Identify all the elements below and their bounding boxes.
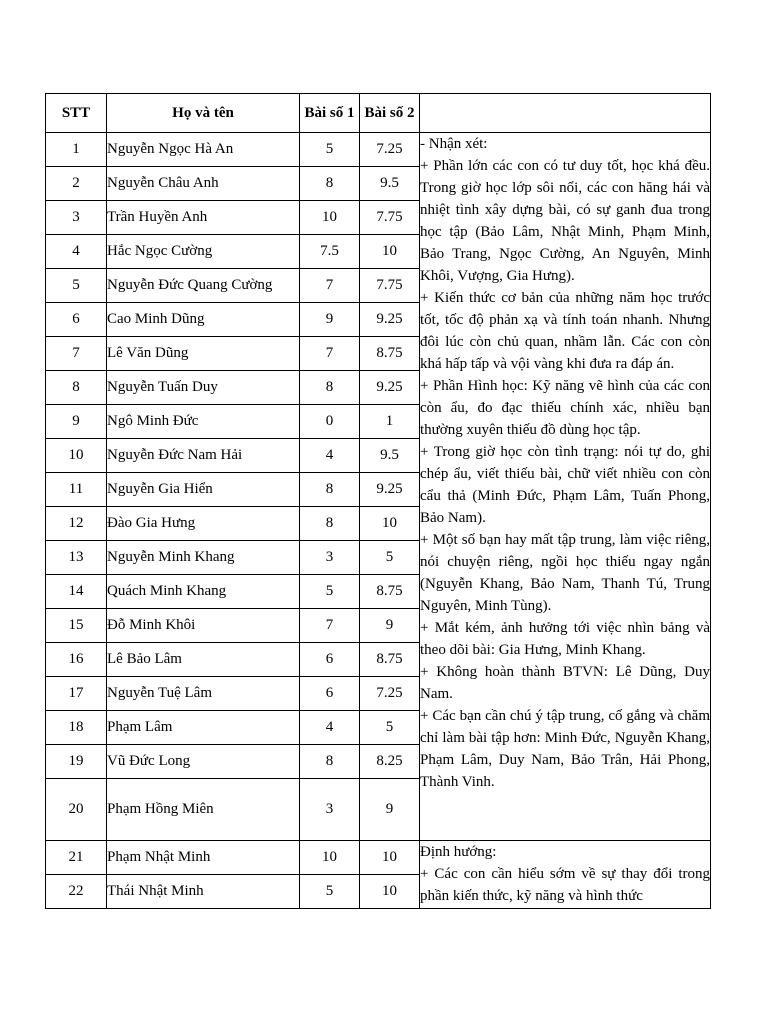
test1-score-cell: 5 [300, 875, 360, 909]
test2-score-cell: 8.75 [360, 575, 420, 609]
test2-score-cell: 5 [360, 711, 420, 745]
student-name-cell: Hắc Ngọc Cường [107, 235, 300, 269]
student-name-cell: Nguyễn Tuệ Lâm [107, 677, 300, 711]
stt-cell: 20 [46, 779, 107, 841]
note-paragraph: + Một số bạn hay mất tập trung, làm việc riêng, nói chuyện riêng, ngồi học thiếu ngay ngắn (Nguyễn Khang, Bảo Nam, Thanh Tú, Trung Nguyên, Minh Tùng). [420, 532, 710, 614]
test1-score-cell: 6 [300, 643, 360, 677]
note-paragraph: + Kiến thức cơ bản của những năm học trước tốt, tốc độ phản xạ và tính toán nhanh. Nhưng đôi lúc còn chủ quan, nhầm lẫn. Các con còn khá hấp tấp và vội vàng khi đưa ra đáp án. [420, 290, 710, 372]
test1-score-cell: 8 [300, 507, 360, 541]
test2-score-cell: 7.25 [360, 677, 420, 711]
stt-cell: 2 [46, 167, 107, 201]
stt-cell: 6 [46, 303, 107, 337]
header-name: Họ và tên [107, 94, 300, 133]
test2-score-cell: 5 [360, 541, 420, 575]
stt-cell: 9 [46, 405, 107, 439]
test2-score-cell: 7.75 [360, 269, 420, 303]
test2-score-cell: 10 [360, 841, 420, 875]
test2-score-cell: 10 [360, 235, 420, 269]
student-name-cell: Nguyễn Đức Nam Hải [107, 439, 300, 473]
note-paragraph: + Không hoàn thành BTVN: Lê Dũng, Duy Nam. [420, 664, 710, 702]
student-name-cell: Lê Bảo Lâm [107, 643, 300, 677]
stt-cell: 14 [46, 575, 107, 609]
student-name-cell: Phạm Nhật Minh [107, 841, 300, 875]
stt-cell: 17 [46, 677, 107, 711]
test2-score-cell: 7.25 [360, 133, 420, 167]
stt-cell: 1 [46, 133, 107, 167]
test1-score-cell: 7 [300, 269, 360, 303]
note-paragraph: + Mắt kém, ảnh hưởng tới việc nhìn bảng và theo dõi bài: Gia Hưng, Minh Khang. [420, 620, 710, 658]
note-paragraph: + Các bạn cần chú ý tập trung, cố gắng và chăm chỉ làm bài tập hơn: Minh Đức, Nguyễn Khang, Phạm Lâm, Duy Nam, Bảo Trân, Hải Phong, Thành Vinh. [420, 708, 710, 790]
stt-cell: 12 [46, 507, 107, 541]
notes-text [420, 133, 710, 793]
header-stt: STT [46, 94, 107, 133]
header-row [46, 94, 711, 133]
direction-cell [420, 841, 711, 909]
test2-score-cell: 9.5 [360, 439, 420, 473]
test1-score-cell: 10 [300, 201, 360, 235]
test2-score-cell: 9.25 [360, 371, 420, 405]
stt-cell: 10 [46, 439, 107, 473]
test1-score-cell: 9 [300, 303, 360, 337]
student-name-cell: Ngô Minh Đức [107, 405, 300, 439]
student-name-cell: Đào Gia Hưng [107, 507, 300, 541]
test1-score-cell: 3 [300, 779, 360, 841]
stt-cell: 8 [46, 371, 107, 405]
test1-score-cell: 3 [300, 541, 360, 575]
test2-score-cell: 9 [360, 609, 420, 643]
student-name-cell: Thái Nhật Minh [107, 875, 300, 909]
stt-cell: 5 [46, 269, 107, 303]
student-name-cell: Đỗ Minh Khôi [107, 609, 300, 643]
test2-score-cell: 9.25 [360, 303, 420, 337]
stt-cell: 4 [46, 235, 107, 269]
test1-score-cell: 4 [300, 711, 360, 745]
note-paragraph: + Trong giờ học còn tình trạng: nói tự do, ghi chép ẩu, viết thiếu bài, chữ viết nhiều con còn cẩu thả (Minh Đức, Phạm Lâm, Tuấn Phong, Bảo Nam). [420, 444, 710, 526]
test2-score-cell: 9.5 [360, 167, 420, 201]
table-row [46, 841, 711, 875]
test1-score-cell: 8 [300, 167, 360, 201]
student-name-cell: Nguyễn Minh Khang [107, 541, 300, 575]
stt-cell: 18 [46, 711, 107, 745]
stt-cell: 11 [46, 473, 107, 507]
stt-cell: 13 [46, 541, 107, 575]
stt-cell: 15 [46, 609, 107, 643]
test1-score-cell: 8 [300, 371, 360, 405]
test2-score-cell: 10 [360, 875, 420, 909]
stt-cell: 3 [46, 201, 107, 235]
student-name-cell: Phạm Hồng Miên [107, 779, 300, 841]
test1-score-cell: 6 [300, 677, 360, 711]
student-name-cell: Quách Minh Khang [107, 575, 300, 609]
stt-cell: 19 [46, 745, 107, 779]
direction-heading: Định hướng: [420, 844, 497, 860]
test1-score-cell: 7 [300, 337, 360, 371]
student-name-cell: Nguyễn Gia Hiển [107, 473, 300, 507]
student-name-cell: Cao Minh Dũng [107, 303, 300, 337]
header-notes [420, 94, 711, 133]
test1-score-cell: 5 [300, 133, 360, 167]
test1-score-cell: 7.5 [300, 235, 360, 269]
direction-paragraph: + Các con cần hiểu sớm về sự thay đổi trong phần kiến thức, kỹ năng và hình thức [420, 866, 710, 904]
test2-score-cell: 9.25 [360, 473, 420, 507]
student-name-cell: Phạm Lâm [107, 711, 300, 745]
stt-cell: 16 [46, 643, 107, 677]
test1-score-cell: 10 [300, 841, 360, 875]
grade-table [45, 93, 711, 909]
test1-score-cell: 7 [300, 609, 360, 643]
test2-score-cell: 8.75 [360, 643, 420, 677]
note-paragraph: + Phần Hình học: Kỹ năng vẽ hình của các con còn ẩu, đo đạc thiếu chính xác, nhiều bạn thường xuyên thiếu đồ dùng học tập. [420, 378, 710, 438]
test1-score-cell: 8 [300, 745, 360, 779]
student-name-cell: Nguyễn Châu Anh [107, 167, 300, 201]
table-row [46, 133, 711, 167]
test1-score-cell: 4 [300, 439, 360, 473]
test2-score-cell: 8.75 [360, 337, 420, 371]
test2-score-cell: 9 [360, 779, 420, 841]
header-test2: Bài số 2 [360, 94, 420, 133]
test1-score-cell: 8 [300, 473, 360, 507]
notes-heading: - Nhận xét: [420, 136, 488, 152]
test1-score-cell: 5 [300, 575, 360, 609]
test2-score-cell: 8.25 [360, 745, 420, 779]
stt-cell: 7 [46, 337, 107, 371]
direction-text [420, 841, 710, 907]
test2-score-cell: 7.75 [360, 201, 420, 235]
student-name-cell: Nguyễn Đức Quang Cường [107, 269, 300, 303]
stt-cell: 22 [46, 875, 107, 909]
header-test1: Bài số 1 [300, 94, 360, 133]
student-name-cell: Nguyễn Ngọc Hà An [107, 133, 300, 167]
student-name-cell: Trần Huyền Anh [107, 201, 300, 235]
student-name-cell: Lê Văn Dũng [107, 337, 300, 371]
notes-cell [420, 133, 711, 841]
test1-score-cell: 0 [300, 405, 360, 439]
student-name-cell: Vũ Đức Long [107, 745, 300, 779]
stt-cell: 21 [46, 841, 107, 875]
student-name-cell: Nguyễn Tuấn Duy [107, 371, 300, 405]
note-paragraph: + Phần lớn các con có tư duy tốt, học khá đều. Trong giờ học lớp sôi nổi, các con hăng hái và nhiệt tình xây dựng bài, có sự ganh đua trong học tập (Bảo Lâm, Nhật Minh, Phạm Minh, Bảo Trang, Ngọc Cường, An Nguyên, Minh Khôi, Vượng, Gia Hưng). [420, 158, 710, 284]
test2-score-cell: 1 [360, 405, 420, 439]
test2-score-cell: 10 [360, 507, 420, 541]
